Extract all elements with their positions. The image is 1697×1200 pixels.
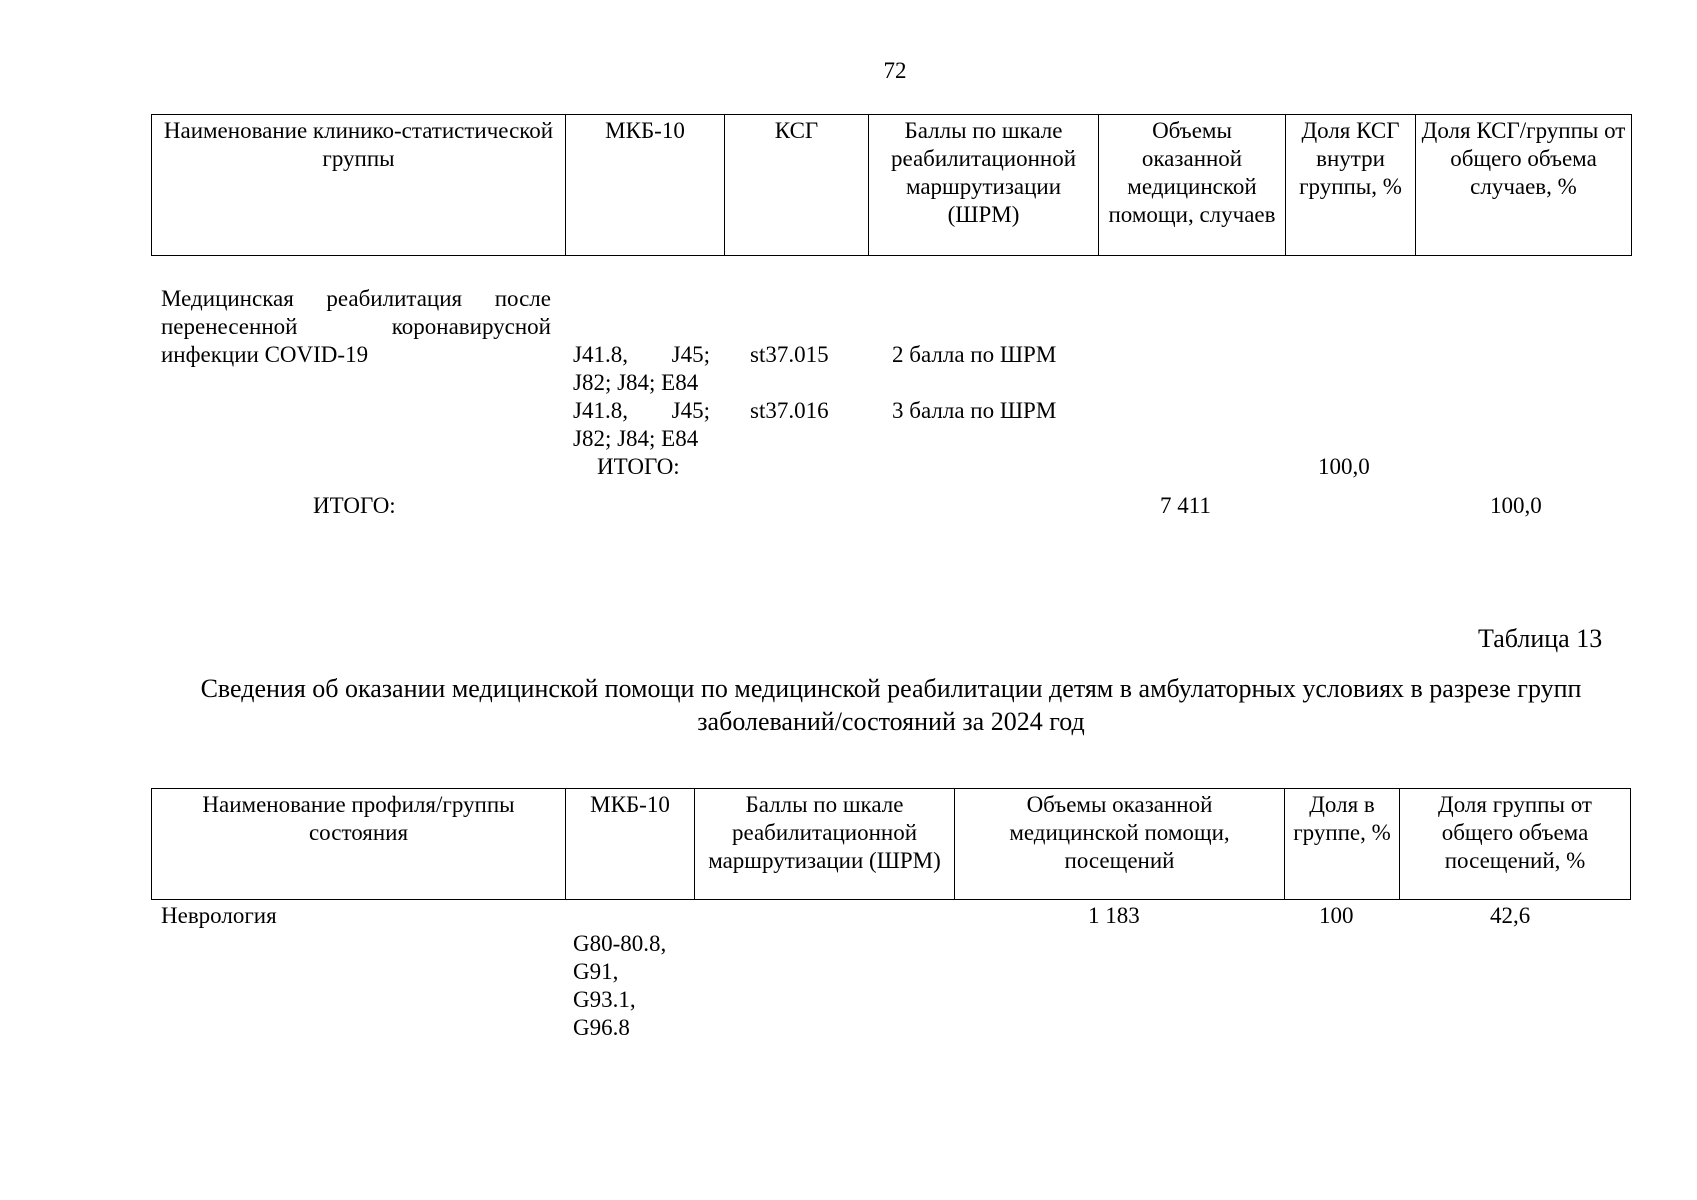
t2-row1-icd-list xyxy=(573,930,666,1042)
word: Медицинская xyxy=(161,286,294,311)
t1-row2-ksg: st37.016 xyxy=(750,398,829,423)
t1-row1-icd xyxy=(573,341,710,397)
t1-total-volume: 7 411 xyxy=(1160,493,1211,518)
t1-group-name xyxy=(161,285,551,369)
t1-header-group-name: Наименование клинико-статистической группы xyxy=(152,115,566,256)
t1-header-ksg: КСГ xyxy=(725,115,869,256)
t2-header-share-total: Доля группы от общего объема посещений, % xyxy=(1400,789,1631,900)
t1-row2-icd-a: J41.8, xyxy=(573,398,628,423)
table2-label: Таблица 13 xyxy=(1478,624,1603,653)
t2-row1-share-total: 42,6 xyxy=(1490,903,1531,928)
word: после xyxy=(494,286,551,311)
word: коронавирусной xyxy=(391,314,551,339)
t1-row2-icd-line2: J82; J84; E84 xyxy=(573,426,699,451)
t1-row1-icd-b: J45; xyxy=(671,342,710,367)
t2-header-profile: Наименование профиля/группы состояния xyxy=(152,789,566,900)
t1-row2-icd-b: J45; xyxy=(671,398,710,423)
t2-icd-code: G93.1, xyxy=(573,987,636,1012)
t2-header-volume: Объемы оказанной медицинской помощи, посещений xyxy=(955,789,1285,900)
table2-title: Сведения об оказании медицинской помощи по медицинской реабилитации детям в амбулаторных условиях в разрезе групп заболеваний/состояний за 2024 год xyxy=(200,674,1582,736)
page-number: 72 xyxy=(883,58,907,83)
table2-header xyxy=(151,788,1631,900)
t1-header-share-within: Доля КСГ внутри группы, % xyxy=(1286,115,1416,256)
t1-row2-shrm: 3 балла по ШРМ xyxy=(892,398,1057,423)
t1-row1-ksg: st37.015 xyxy=(750,342,829,367)
word: перенесенной xyxy=(161,314,298,339)
t1-subtotal-share: 100,0 xyxy=(1318,454,1370,479)
t1-header-icd10: МКБ-10 xyxy=(566,115,725,256)
t2-row1-volume: 1 183 xyxy=(1088,903,1140,928)
t1-total-label: ИТОГО: xyxy=(313,493,396,518)
t2-row1-share-group: 100 xyxy=(1319,903,1354,928)
t1-row2-icd xyxy=(573,397,710,453)
t1-row1-icd-line2: J82; J84; E84 xyxy=(573,370,699,395)
t2-icd-code: G80-80.8, xyxy=(573,931,667,956)
t1-header-volume: Объемы оказанной медицинской помощи, случаев xyxy=(1099,115,1286,256)
t2-row1-name: Неврология xyxy=(161,903,277,928)
t1-group-name-line3: инфекции COVID-19 xyxy=(161,342,369,367)
word: реабилитация xyxy=(326,286,463,311)
t1-row1-icd-a: J41.8, xyxy=(573,342,628,367)
t1-total-share: 100,0 xyxy=(1490,493,1542,518)
t2-icd-code: G91, xyxy=(573,959,619,984)
t1-header-shrm: Баллы по шкале реабилитационной маршрутизации (ШРМ) xyxy=(869,115,1099,256)
t2-header-icd10: МКБ-10 xyxy=(566,789,695,900)
t1-group-name-line2 xyxy=(161,313,551,341)
t2-icd-code: G96.8 xyxy=(573,1015,630,1040)
t1-subtotal-label: ИТОГО: xyxy=(597,454,680,479)
t1-row1-shrm: 2 балла по ШРМ xyxy=(892,342,1057,367)
table1-header xyxy=(151,114,1632,256)
t1-header-share-total: Доля КСГ/группы от общего объема случаев, % xyxy=(1416,115,1632,256)
t2-header-shrm: Баллы по шкале реабилитационной маршрутизации (ШРМ) xyxy=(695,789,955,900)
t2-header-share-group: Доля в группе, % xyxy=(1285,789,1400,900)
t1-group-name-line1 xyxy=(161,285,551,313)
